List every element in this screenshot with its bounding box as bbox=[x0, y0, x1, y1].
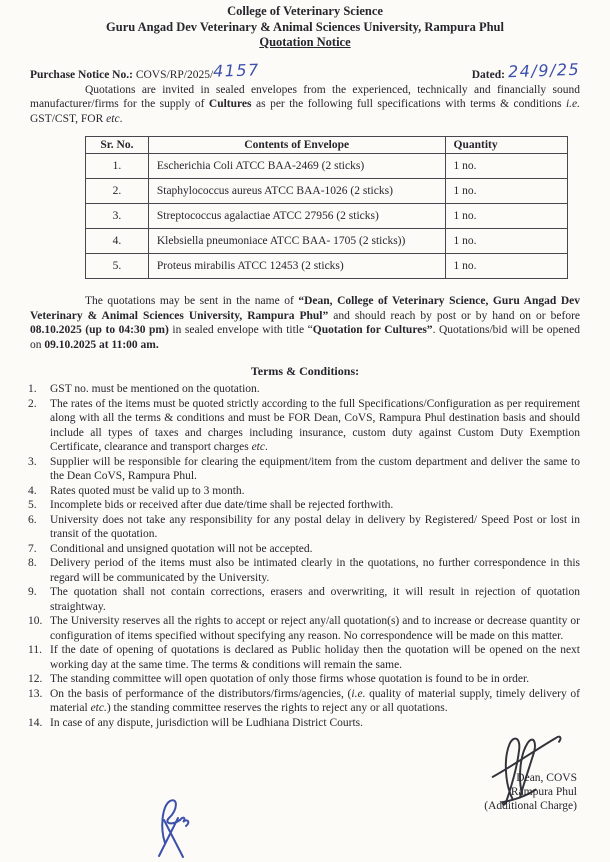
term-item bbox=[28, 498, 580, 513]
term-item bbox=[28, 643, 580, 672]
cell-sr-no: 3. bbox=[86, 204, 149, 229]
table-row bbox=[86, 229, 568, 254]
term-item bbox=[28, 542, 580, 557]
term-number: 11. bbox=[28, 644, 42, 656]
purchase-notice-printed-number: COVS/RP/2025/ bbox=[135, 68, 214, 81]
term-item bbox=[28, 382, 580, 397]
term-text: On the basis of performance of the distributors/firms/agencies, (i.e. quality of material supply, timely delivery of material etc.) the standing committee reserves the rights to reject any or all quotations. bbox=[50, 687, 581, 714]
term-item bbox=[28, 687, 580, 716]
term-item bbox=[28, 672, 580, 687]
approval-initial-mark bbox=[138, 793, 200, 859]
term-number: 9. bbox=[28, 586, 37, 598]
term-item bbox=[28, 585, 580, 614]
table-header-row bbox=[86, 137, 568, 154]
table-row bbox=[86, 154, 568, 179]
cell-contents: Escherichia Coli ATCC BAA-2469 (2 sticks) bbox=[148, 154, 445, 179]
term-number: 1. bbox=[28, 383, 37, 395]
term-number: 6. bbox=[28, 513, 37, 526]
dated-field bbox=[471, 59, 581, 82]
term-item bbox=[28, 397, 580, 455]
term-number: 14. bbox=[28, 716, 43, 729]
table-row bbox=[86, 204, 568, 229]
term-text: Delivery period of the items must also be intimated clearly in the quotations, no further correspondence in this regard will be communicated by the University. bbox=[50, 557, 580, 584]
terms-list bbox=[28, 382, 580, 730]
term-item bbox=[28, 455, 580, 484]
purchase-notice-handwritten-number: 4157 bbox=[212, 59, 261, 81]
term-number: 4. bbox=[28, 484, 37, 497]
dispatch-paragraph: The quotations may be sent in the name of “Dean, College of Veterinary Science, Guru Angad Dev Veterinary & Animal Sciences University, Rampura Phul” and should reach by post or by hand on or before 08.10.2025 (up to 04:30 pm) in sealed envelope with title “Quotation for Cultures”. Quotations/bid will be opened on 09.10.2025 at 11:00 am. bbox=[30, 295, 581, 351]
term-number: 5. bbox=[28, 499, 37, 511]
signatory-location: Rampura Phul bbox=[510, 785, 577, 798]
table-row bbox=[86, 179, 568, 204]
term-text: The University reserves all the rights to accept or reject any/all quotation(s) and to increase or decrease quantity or configuration of items specified without specifying any reason. No correspondence will be made on this matter. bbox=[50, 615, 580, 642]
cell-sr-no: 1. bbox=[86, 154, 149, 179]
term-text: University does not take any responsibility for any postal delay in delivery by Registered/ Speed Post or lost in transit of the quotation. bbox=[50, 513, 580, 540]
cell-sr-no: 2. bbox=[86, 179, 149, 204]
cell-quantity: 1 no. bbox=[445, 229, 567, 254]
university-name: Guru Angad Dev Veterinary & Animal Sciences University, Rampura Phul bbox=[106, 19, 504, 34]
cell-contents: Streptococcus agalactiae ATCC 27956 (2 sticks) bbox=[148, 204, 445, 229]
term-number: 8. bbox=[28, 557, 37, 569]
document-header bbox=[0, 0, 610, 51]
signatory-block bbox=[437, 772, 577, 813]
terms-heading: Terms & Conditions: bbox=[250, 364, 360, 378]
cell-quantity: 1 no. bbox=[445, 204, 567, 229]
term-number: 7. bbox=[28, 542, 37, 555]
term-text: The quotation shall not contain corrections, erasers and overwriting, it will result in rejection of quotation straightway. bbox=[50, 586, 580, 613]
institution-name: College of Veterinary Science bbox=[227, 4, 383, 18]
term-text: GST no. must be mentioned on the quotation. bbox=[50, 383, 260, 395]
term-number: 12. bbox=[28, 673, 43, 685]
term-number: 13. bbox=[28, 687, 43, 700]
cell-contents: Proteus mirabilis ATCC 12453 (2 sticks) bbox=[148, 254, 445, 279]
intro-paragraph: Quotations are invited in sealed envelopes from the experienced, technically and financially sound manufacturer/firms for the supply of Cultures as per the following full specifications with terms & conditions i.e. GST/CST, FOR etc. bbox=[30, 83, 580, 125]
envelope-contents-table bbox=[85, 136, 568, 279]
term-text: If the date of opening of quotations is declared as Public holiday then the quotation will be opened on the next working day at the same time. The terms & conditions will remain the same. bbox=[50, 644, 580, 671]
purchase-notice-label: Purchase Notice No.: bbox=[30, 68, 133, 81]
document-title: Quotation Notice bbox=[259, 35, 351, 49]
cell-contents: Klebsiella pneumoniace ATCC BAA- 1705 (2 sticks)) bbox=[148, 229, 445, 254]
purchase-notice-row bbox=[30, 59, 581, 82]
term-text: Incomplete bids or received after due date/time shall be rejected forthwith. bbox=[50, 499, 394, 511]
signatory-charge-note: (Additional Charge) bbox=[484, 799, 577, 812]
cell-sr-no: 5. bbox=[86, 254, 149, 279]
term-text: The standing committee will open quotation of only those firms whose quotation is found to be in order. bbox=[50, 673, 530, 685]
dated-label: Dated: bbox=[471, 68, 505, 81]
term-text: In case of any dispute, jurisdiction will be Ludhiana District Courts. bbox=[50, 716, 363, 729]
term-item bbox=[28, 513, 580, 542]
cell-quantity: 1 no. bbox=[445, 254, 567, 279]
term-number: 2. bbox=[28, 397, 37, 410]
column-header-contents: Contents of Envelope bbox=[148, 137, 445, 154]
term-number: 3. bbox=[28, 455, 37, 468]
term-item bbox=[28, 614, 580, 643]
cell-contents: Staphylococcus aureus ATCC BAA-1026 (2 sticks) bbox=[148, 179, 445, 204]
cell-sr-no: 4. bbox=[86, 229, 149, 254]
term-number: 10. bbox=[28, 615, 43, 627]
column-header-quantity: Quantity bbox=[445, 137, 567, 154]
dated-handwritten-value: 24/9/25 bbox=[507, 59, 581, 81]
term-text: The rates of the items must be quoted strictly according to the full Specifications/Configuration as per requirement along with all the terms & conditions and must be FOR Dean, CoVS, Rampura Phul destination basis and should include all types of taxes and charges including insurance, custom duty against Custom Duty Exemption Certificate, clearance and transport charges etc. bbox=[50, 397, 580, 453]
purchase-notice-number bbox=[30, 59, 261, 82]
term-item bbox=[28, 484, 580, 499]
cell-quantity: 1 no. bbox=[445, 179, 567, 204]
column-header-sr-no: Sr. No. bbox=[86, 137, 149, 154]
term-item bbox=[28, 716, 580, 731]
term-text: Rates quoted must be valid up to 3 month. bbox=[50, 484, 245, 497]
term-text: Conditional and unsigned quotation will not be accepted. bbox=[50, 542, 313, 555]
signatory-title: Dean, COVS bbox=[516, 772, 577, 784]
cell-quantity: 1 no. bbox=[445, 154, 567, 179]
term-item bbox=[28, 556, 580, 585]
table-row bbox=[86, 254, 568, 279]
term-text: Supplier will be responsible for clearing the equipment/item from the custom department and deliver the same to the Dean CoVS, Rampura Phul. bbox=[50, 455, 580, 482]
